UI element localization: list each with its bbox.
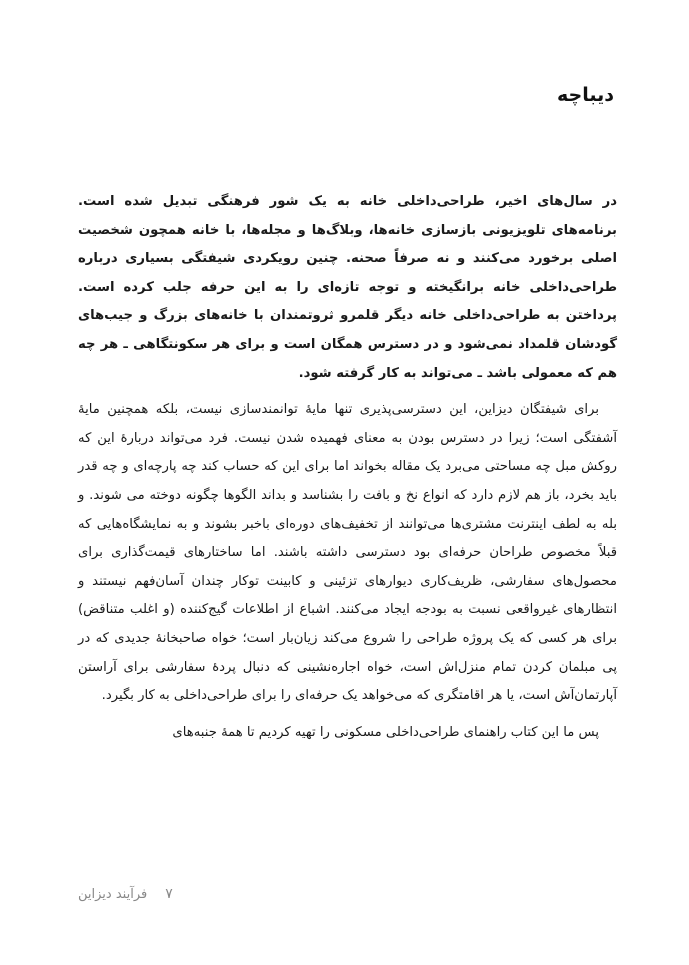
running-book-title: فرآیند دیزاین — [78, 886, 148, 902]
page-footer — [78, 886, 173, 902]
body-paragraph: پس ما این کتاب راهنمای طراحی‌داخلی مسکونی را تهیه کردیم تا همهٔ جنبه‌های — [172, 724, 599, 740]
intro-paragraph: در سال‌های اخیر، طراحی‌داخلی خانه به یک شور فرهنگی تبدیل شده است. برنامه‌های تلویزیونی بازسازی خانه‌ها، وبلاگ‌ها و مجله‌ها، با خانه همچون شخصیت اصلی برخورد می‌کنند و نه صرفاً صحنه. چنین رویکردی شیفتگی بسیاری درباره طراحی‌داخلی خانه برانگیخته و توجه تازه‌ای را به این حرفه جلب کرده است. پرداختن به طراحی‌داخلی خانه دیگر قلمرو ثروتمندان با خانه‌های بزرگ و جیب‌های گودشان قلمداد نمی‌شود و در دسترس همگان است و برای هر سکونتگاهی ـ هر چه هم که معمولی باشد ـ می‌تواند به کار گرفته شود. — [78, 194, 617, 381]
page-number: ۷ — [165, 886, 173, 902]
body-text — [78, 188, 617, 747]
page-heading: دیباچه — [557, 84, 614, 106]
body-paragraph: برای شیفتگان دیزاین، این دسترسی‌پذیری تنها مایهٔ توانمندسازی نیست، بلکه همچنین مایهٔ آشفتگی است؛ زیرا در دسترس بودن به معنای فهمیده شدن نیست. فرد می‌تواند دربارهٔ این که روکش مبل چه مساحتی می‌برد یک مقاله بخواند اما برای این که حساب کند چه پارچه‌ای و چه قدر باید بخرد، باز هم لازم دارد که انواع نخ و بافت را بشناسد و بداند الگوها چگونه دوخته می شوند. و بله به لطف اینترنت مشتری‌ها می‌توانند از تخفیف‌های دوره‌ای باخبر بشوند و به نمایشگاه‌هایی که قبلاً مخصوص طراحان حرفه‌ای بود دسترسی داشته باشند. اما ساختارهای قیمت‌گذاری برای محصول‌های سفارشی، ظریف‌کاری دیوارهای تزئینی و کابینت توکار چندان آسان‌فهم نیستند و انتظارهای غیرواقعی نسبت به بودجه ایجاد می‌کنند. اشباع از اطلاعات گیج‌کننده (و اغلب متناقض) برای هر کسی که یک پروژه طراحی را شروع می‌کند زیان‌بار است؛ خواه صاحبخانهٔ جدیدی که در پی مبلمان کردن تمام منزل‌اش است، خواه اجاره‌نشینی که دنبال پردهٔ سفارشی برای آراستن آپارتمان‌آش است، یا هر اقامتگری که می‌خواهد یک حرفه‌ای را برای طراحی‌داخلی به کار بگیرد. — [78, 402, 617, 704]
